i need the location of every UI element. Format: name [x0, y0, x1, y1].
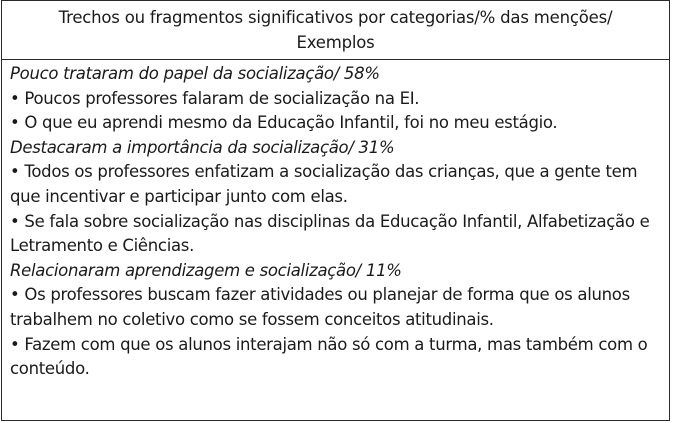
bullet-icon: • [10, 211, 20, 231]
list-item [10, 111, 663, 136]
header-line-2: Exemplos [296, 33, 375, 52]
list-item-text: Fazem com que os alunos interajam não só com a turma, mas também com o conteúdo. [10, 334, 648, 379]
bullet-icon: • [10, 88, 20, 108]
list-item-text: O que eu aprendi mesmo da Educação Infantil, foi no meu estágio. [24, 113, 558, 133]
list-item [10, 210, 663, 259]
list-item [10, 160, 663, 209]
category-title: Relacionaram aprendizagem e socialização/ 11% [10, 260, 402, 280]
table-body [10, 62, 663, 382]
table-frame [1, 0, 670, 421]
bullet-icon: • [10, 162, 20, 182]
bullet-icon: • [10, 113, 20, 133]
list-item-text: Todos os professores enfatizam a socialização das crianças, que a gente tem que incentivar e participar junto com elas. [10, 162, 638, 206]
list-item [10, 87, 663, 112]
category-title: Destacaram a importância da socialização/ 31% [10, 137, 395, 157]
list-item [10, 333, 663, 382]
list-item-text: Os professores buscam fazer atividades ou planejar de forma que os alunos trabalhem no coletivo como se fossem conceitos atitudinais. [10, 285, 630, 329]
list-item-text: Se fala sobre socialização nas disciplinas da Educação Infantil, Alfabetização e Letramento e Ciências. [10, 211, 650, 256]
header-line-1: Trechos ou fragmentos significativos por categorias/% das menções/ [58, 8, 613, 27]
list-item [10, 283, 663, 332]
table-header [2, 1, 669, 60]
bullet-icon: • [10, 334, 20, 354]
bullet-icon: • [10, 285, 20, 305]
list-item-text: Poucos professores falaram de socialização na EI. [24, 88, 420, 108]
category-title: Pouco trataram do papel da socialização/ 58% [10, 64, 380, 83]
